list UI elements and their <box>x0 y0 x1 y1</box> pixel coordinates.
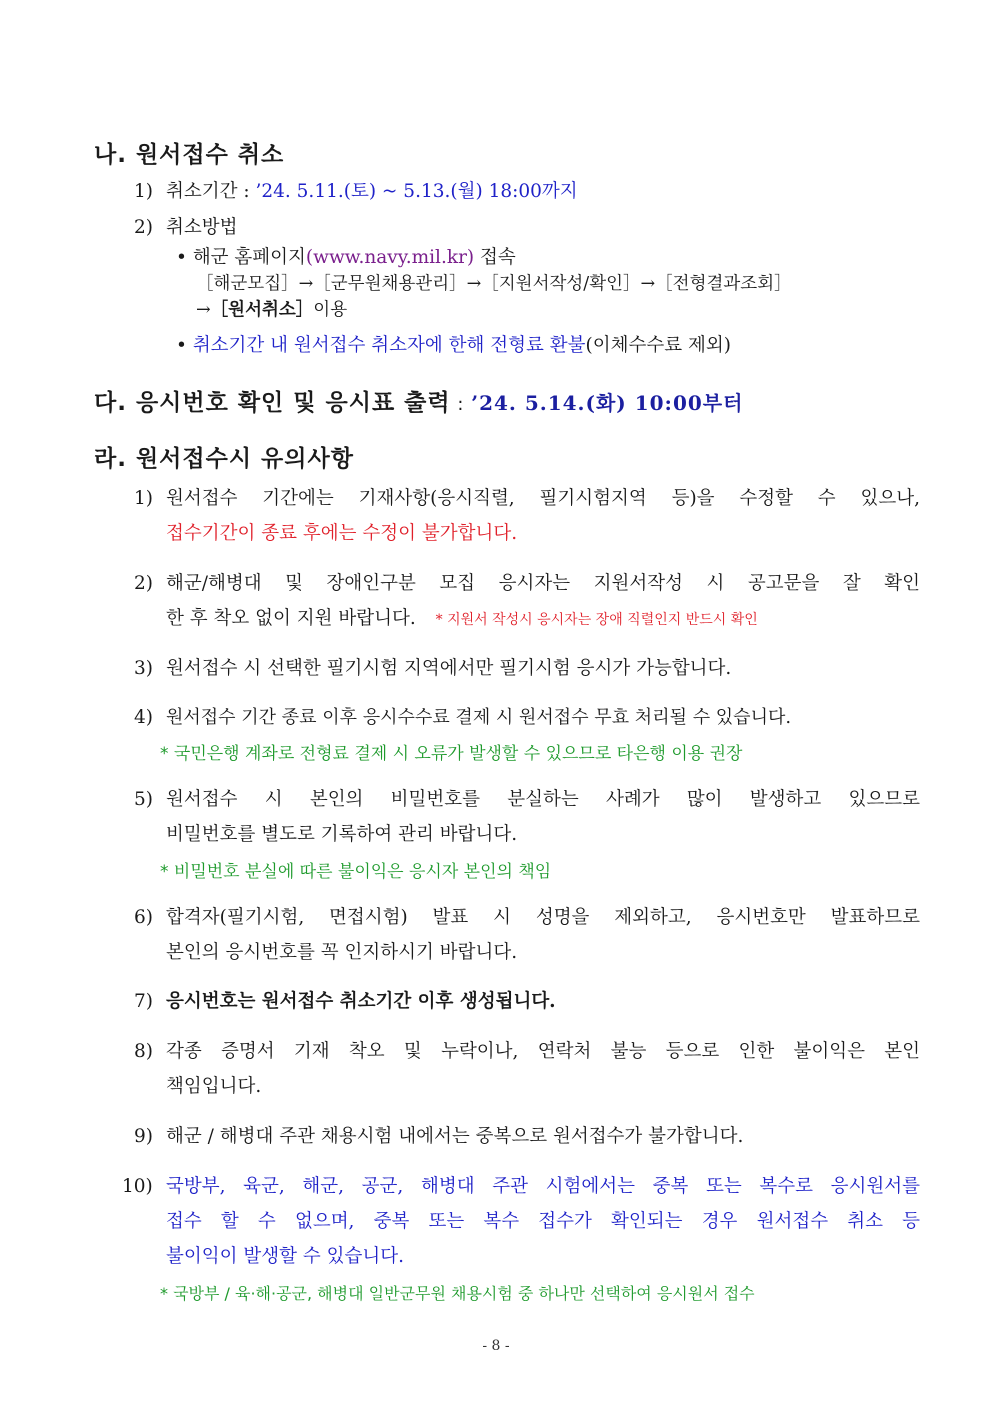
cancel-period-value: ’24. 5.11.(토) ~ 5.13.(월) 18:00까지 <box>255 181 578 202</box>
note-5-line-2: 비밀번호를 별도로 기록하여 관리 바랍니다. <box>166 824 518 845</box>
section-title-cancel: 나. 원서접수 취소 <box>94 142 285 168</box>
note-2-line-1: 해군/해병대 및 장애인구분 모집 응시자는 지원서작성 시 공고문을 잘 확인 <box>166 573 920 594</box>
refund-note: (이체수수료 제외) <box>585 335 731 356</box>
note-10-line-1: 국방부, 육군, 해군, 공군, 해병대 주관 시험에서는 중복 또는 복수로 응시원서를 <box>166 1176 920 1197</box>
item-number: 8) <box>134 1041 153 1062</box>
note-2-warning: * 지원서 작성시 응시자는 장애 직렬인지 반드시 확인 <box>435 612 758 628</box>
note-5-line-1: 원서접수 시 본인의 비밀번호를 분실하는 사례가 많이 발생하고 있으므로 <box>166 789 920 810</box>
note-5-tip: * 비밀번호 분실에 따른 불이익은 응시자 본인의 책임 <box>160 862 552 882</box>
item-number: 9) <box>134 1126 153 1147</box>
note-10-line-2: 접수 할 수 없으며, 중복 또는 복수 접수가 확인되는 경우 원서접수 취소 등 <box>166 1211 920 1232</box>
note-9-line-1: 해군 / 해병대 주관 채용시험 내에서는 중복으로 원서접수가 불가합니다. <box>166 1126 744 1147</box>
note-10-line-3: 불이익이 발생할 수 있습니다. <box>166 1246 404 1267</box>
bullet-dot: • <box>176 335 187 356</box>
homepage-text: 해군 홈페이지 <box>192 247 306 268</box>
note-1-line-2: 접수기간이 종료 후에는 수정이 불가합니다. <box>166 523 518 544</box>
bullet-refund <box>176 334 731 358</box>
item-number: 2) <box>134 573 153 594</box>
note-2-text: 한 후 착오 없이 지원 바랍니다. <box>166 608 416 629</box>
menu-path-line-2 <box>196 298 347 322</box>
bullet-homepage <box>176 246 516 270</box>
bullet-dot: • <box>176 247 187 268</box>
page-number: - 8 - <box>482 1338 510 1354</box>
item-number: 1) <box>134 181 153 202</box>
use-text: 이용 <box>313 300 348 320</box>
note-6-line-2: 본인의 응시번호를 꼭 인지하시기 바랍니다. <box>166 942 518 963</box>
note-1-line-1: 원서접수 기간에는 기재사항(응시직렬, 필기시험지역 등)을 수정할 수 있으나, <box>166 488 920 509</box>
note-2-line-2 <box>166 607 758 632</box>
refund-text: 취소기간 내 원서접수 취소자에 한해 전형료 환불 <box>192 335 586 356</box>
ticket-title: 다. 응시번호 확인 및 응시표 출력 <box>94 390 451 416</box>
ticket-date: ’24. 5.14.(화) 10:00부터 <box>471 391 744 415</box>
menu-path-line: ［해군모집］→［군무원채용관리］→［지원서작성/확인］→［전형결과조회］ <box>196 274 792 294</box>
section-title-ticket <box>94 384 743 417</box>
colon: : <box>450 394 472 415</box>
homepage-url: (www.navy.mil.kr) <box>305 247 475 268</box>
section-title-notes: 라. 원서접수시 유의사항 <box>94 446 354 472</box>
note-8-line-2: 책임입니다. <box>166 1076 262 1097</box>
note-4-line-1: 원서접수 기간 종료 이후 응시수수료 결제 시 원서접수 무효 처리될 수 있습니다. <box>166 707 792 728</box>
homepage-post: 접속 <box>474 247 516 268</box>
item-number: 10) <box>122 1176 153 1197</box>
cancel-period-label: 취소기간 : <box>166 181 256 202</box>
item-number: 4) <box>134 707 153 728</box>
item-number: 2) <box>134 217 153 238</box>
note-8-line-1: 각종 증명서 기재 착오 및 누락이나, 연락처 불능 등으로 인한 불이익은 본인 <box>166 1041 920 1062</box>
cancel-period-line <box>166 180 578 204</box>
note-10-tip: * 국방부 / 육·해·공군, 해병대 일반군무원 채용시험 중 하나만 선택하여 응시원서 접수 <box>160 1284 755 1303</box>
item-number: 7) <box>134 991 153 1012</box>
item-number: 3) <box>134 658 153 679</box>
item-number: 5) <box>134 789 153 810</box>
note-3-line-1: 원서접수 시 선택한 필기시험 지역에서만 필기시험 응시가 가능합니다. <box>166 658 732 679</box>
item-number: 6) <box>134 907 153 928</box>
item-number: 1) <box>134 488 153 509</box>
note-4-tip: * 국민은행 계좌로 전형료 결제 시 오류가 발생할 수 있으므로 타은행 이용 권장 <box>160 744 743 764</box>
cancel-menu-bold: ［원서취소］ <box>210 300 314 320</box>
note-6-line-1: 합격자(필기시험, 면접시험) 발표 시 성명을 제외하고, 응시번호만 발표하므로 <box>166 907 920 928</box>
cancel-method-label: 취소방법 <box>166 217 238 238</box>
arrow: → <box>196 300 211 320</box>
note-7-line-1: 응시번호는 원서접수 취소기간 이후 생성됩니다. <box>166 991 556 1012</box>
